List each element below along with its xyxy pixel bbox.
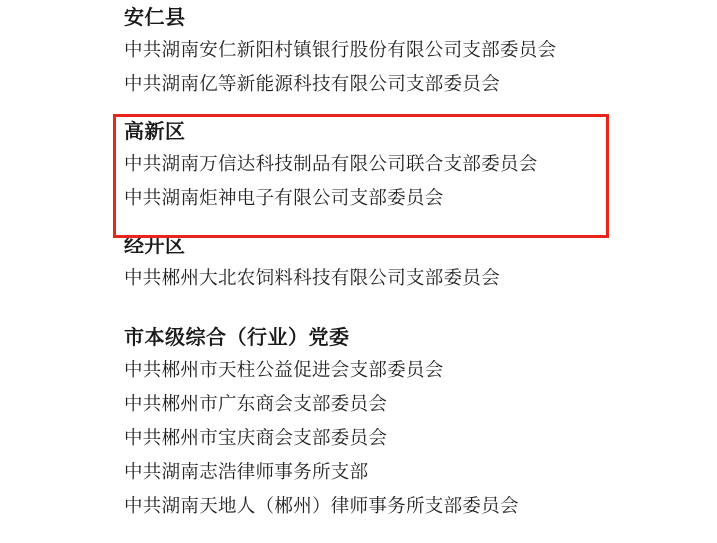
list-item: 中共郴州市广东商会支部委员会 <box>124 394 388 415</box>
spacer <box>0 102 717 114</box>
group-shibenji <box>0 320 717 524</box>
group-title: 高新区 <box>124 119 186 143</box>
list-item: 中共湖南炬神电子有限公司支部委员会 <box>124 188 444 209</box>
list-item: 中共湖南天地人（郴州）律师事务所支部委员会 <box>124 496 519 517</box>
list-item: 中共湖南志浩律师事务所支部 <box>124 462 369 483</box>
list-item: 中共郴州市天柱公益促进会支部委员会 <box>124 360 444 381</box>
list-item: 中共郴州市宝庆商会支部委员会 <box>124 428 388 449</box>
spacer <box>0 216 717 228</box>
group-title: 经开区 <box>124 233 186 257</box>
group-anrenxian <box>0 0 717 102</box>
group-gaoxinqu <box>0 114 717 216</box>
group-title: 安仁县 <box>124 5 186 29</box>
list-item: 中共湖南万信达科技制品有限公司联合支部委员会 <box>124 154 538 175</box>
list-item: 中共郴州大北农饲料科技有限公司支部委员会 <box>124 268 501 289</box>
list-item: 中共湖南亿等新能源科技有限公司支部委员会 <box>124 74 501 95</box>
group-title: 市本级综合（行业）党委 <box>124 325 350 349</box>
spacer <box>0 296 717 320</box>
list-item: 中共湖南安仁新阳村镇银行股份有限公司支部委员会 <box>124 40 557 61</box>
group-jingkaiqu <box>0 228 717 296</box>
